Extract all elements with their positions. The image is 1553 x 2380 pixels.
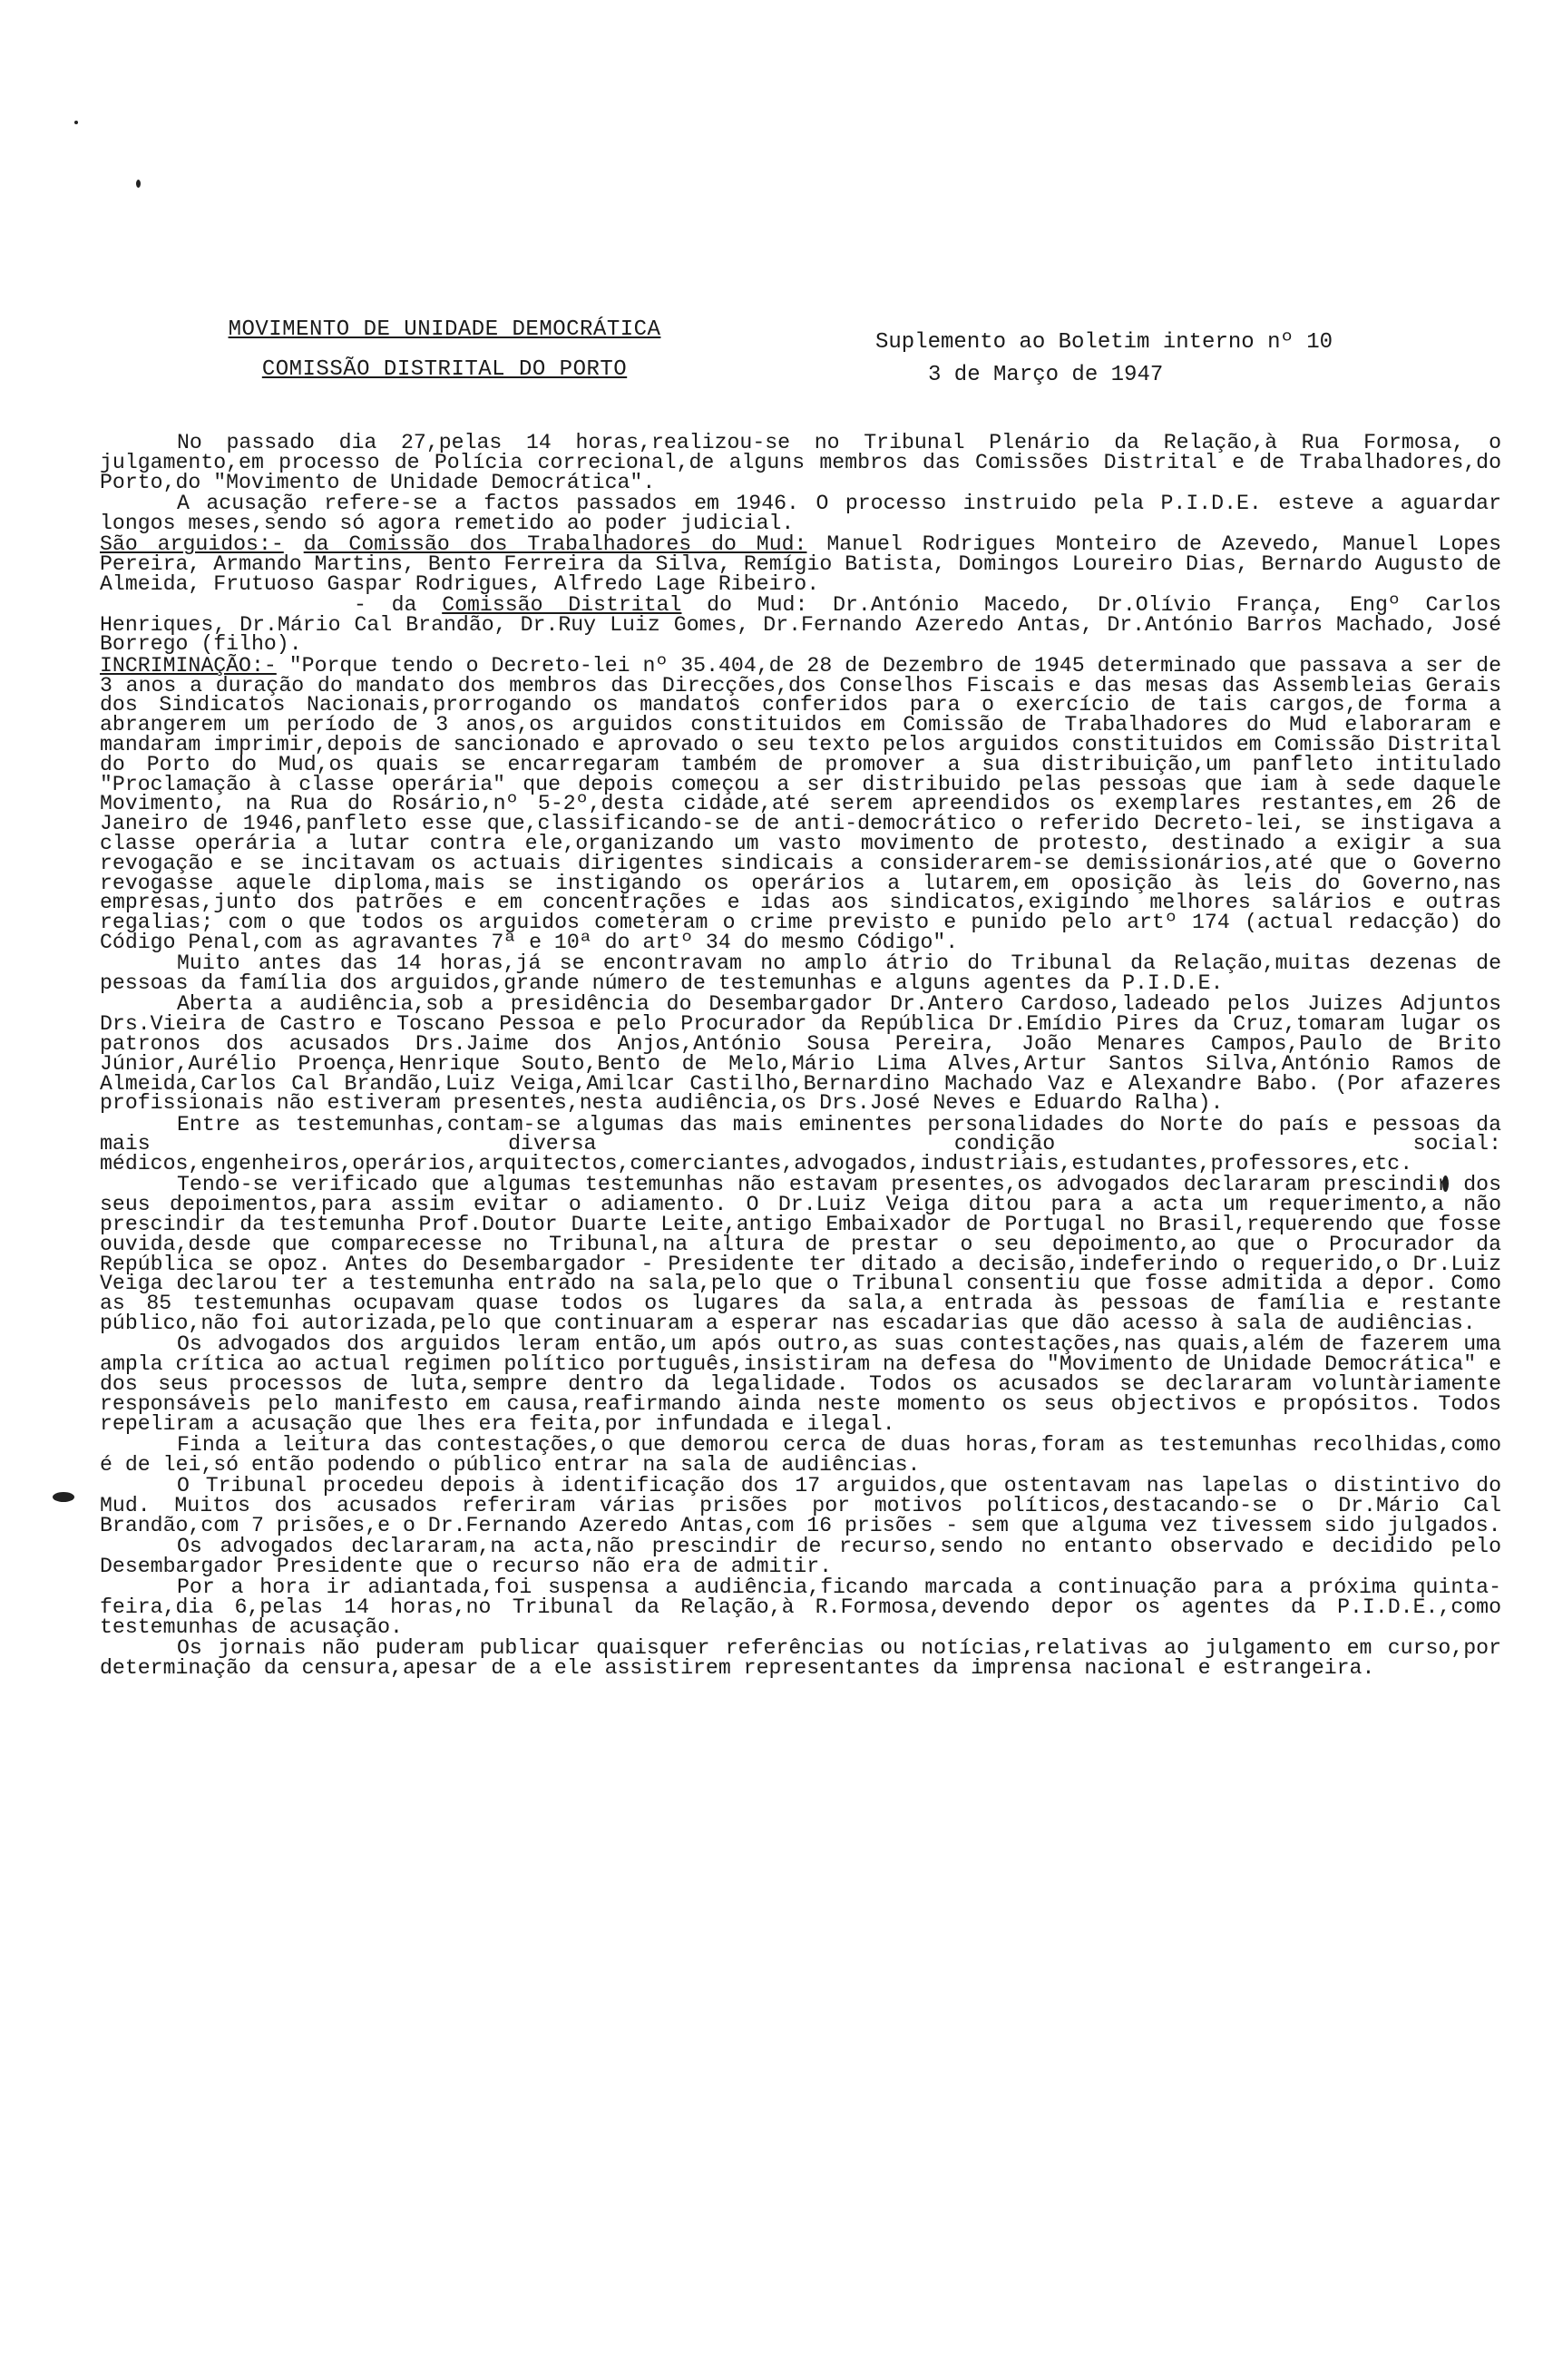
defendants-label: São arguidos:- <box>100 532 284 556</box>
paragraph-defendants-workers <box>100 532 1501 596</box>
district-defendants-list: do Mud: Dr.António Macedo, Dr.Olívio França, Engº Carlos Henriques, Dr.Mário Cal Brandão, Dr.Ruy Luiz Gomes, Dr.Fernando Azeredo Antas, Dr.António Barros Machado, José Borrego (filho). <box>100 592 1501 657</box>
workers-commission-label: da Comissão dos Trabalhadores do Mud: <box>303 532 807 556</box>
workers-defendants-list: Manuel Rodrigues Monteiro de Azevedo, Manuel Lopes Pereira, Armando Martins, Bento Ferreira da Silva, Remígio Batista, Domingos Loureiro Dias, Bernardo Augusto de Almeida, Frutuoso Gaspar Rodrigues, Alfredo Lage Ribeiro. <box>100 532 1501 596</box>
organization-name: MOVIMENTO DE UNIDADE DEMOCRÁTICA <box>228 317 661 342</box>
ink-speck <box>74 121 78 124</box>
organization-header <box>209 310 680 390</box>
paragraph-audience: Aberta a audiência,sob a presidência do Desembargador Dr.Antero Cardoso,ladeado pelos Juizes Adjuntos Drs.Vieira de Castro e Toscano Pessoa e pelo Procurador da República Dr.Emídio Pires da Cruz,tomaram lugar os patronos dos acusados Drs.Jaime dos Anjos,António Sousa Pereira, João Menares Campos,Paulo de Brito Júnior,Aurélio Proença,Henrique Souto,Bento de Melo,Mário Lima Alves,Artur Santos Silva,António Ramos de Almeida,Carlos Cal Brandão,Luiz Veiga,Amilcar Castilho,Bernardino Machado Vaz e Alexandre Babo. (Por afazeres profissionais não estiveram presentes,nesta audiência,os Drs.José Neves e Eduardo Ralha). <box>100 992 1501 1116</box>
paragraph-contestations: Os advogados dos arguidos leram então,um após outro,as suas contestações,nas quais,além de fazerem uma ampla crítica ao actual regimen político português,insistiram na defesa do "Movimento de Unidade Democrática" e dos seus processos de luta,sempre dentro da legalidade. Todos os acusados se declararam voluntàriamente responsáveis pelo manifesto em causa,reafirmando ainda neste momento os seus objectivos e propósitos. Todos repeliram a acusação que lhes era feita,por infundada e ilegal. <box>100 1332 1501 1436</box>
paragraph-hearing: No passado dia 27,pelas 14 horas,realizou-se no Tribunal Plenário da Relação,à Rua Formosa, o julgamento,em processo de Polícia correcional,de alguns membros das Comissões Distrital e de Trabalhadores,do Porto,do "Movimento de Unidade Democrática". <box>100 431 1501 494</box>
paragraph-suspension: Por a hora ir adiantada,foi suspensa a audiência,ficando marcada a continuação para a próxima quinta-feira,dia 6,pelas 14 horas,no Tribunal da Relação,à R.Formosa,devendo depor os agentes da P.I.D.E.,como testemunhas de acusação. <box>100 1575 1501 1639</box>
paragraph-reading-end: Finda a leitura das contestações,o que demorou cerca de duas horas,foram as testemunhas recolhidas,como é de lei,só então podendo o público entrar na sala de audiências. <box>100 1432 1501 1477</box>
paragraph-identification: O Tribunal procedeu depois à identificação dos 17 arguidos,que ostentavam nas lapelas o distintivo do Mud. Muitos dos acusados referiram várias prisões por motivos políticos,destacando-se o Dr.Mário Cal Brandão,com 7 prisões,e o Dr.Fernando Azeredo Antas,com 16 prisões - sem que alguma vez tivessem sido julgados. <box>100 1473 1501 1537</box>
district-commission-label: Comissão Distrital <box>442 592 682 617</box>
paragraph-atrium: Muito antes das 14 horas,já se encontravam no amplo átrio do Tribunal da Relação,muitas dezenas de pessoas da família dos arguidos,grande número de testemunhas e alguns agentes da P.I.D.E. <box>100 951 1501 996</box>
ink-speck <box>53 1492 74 1502</box>
paragraph-defendants-district: - da Comissão Distrital do Mud: Dr.António Macedo, Dr.Olívio França, Engº Carlos Henriques, Dr.Mário Cal Brandão, Dr.Ruy Luiz Gomes, Dr.Fernando Azeredo Antas, Dr.António Barros Machado, José Borrego (filho). <box>100 592 1501 657</box>
paragraph-testimonies: Tendo-se verificado que algumas testemunhas não estavam presentes,os advogados declararam prescindir dos seus depoimentos,para assim evitar o adiamento. O Dr.Luiz Veiga ditou para a acta um requerimento,a não prescindir da testemunha Prof.Doutor Duarte Leite,antigo Embaixador de Portugal no Brasil,requerendo que fosse ouvida,desde que comparecesse no Tribunal,na altura de prestar o seu depoimento,ao que o Procurador da República se opoz. Antes do Desembargador - Presidente ter ditado a decisão,indeferindo o requerido,o Dr.Luiz Veiga declarou ter a testemunha entrado na sala,pelo que o Tribunal consentiu que fosse admitida a depor. Como as 85 testemunhas ocupavam quase todos os lugares da sala,a entrada às pessoas de família e restante público,não foi autorizada,pelo que continuaram a esperar nas escadarias que dão acesso à sala de audiências. <box>100 1173 1501 1336</box>
commission-name: COMISSÃO DISTRITAL DO PORTO <box>261 357 628 382</box>
ink-speck <box>136 180 141 188</box>
paragraph-censorship: Os jornais não puderam publicar quaisquer referências ou notícias,relativas ao julgamento em curso,por determinação da censura,apesar de a ele assistirem representantes da imprensa nacional e estrangeira. <box>100 1635 1501 1680</box>
supplement-header <box>875 327 1420 392</box>
incrimination-label: INCRIMINAÇÃO:- <box>100 653 277 678</box>
incrimination-text: "Porque tendo o Decreto-lei nº 35.404,de 28 de Dezembro de 1945 determinado que passava a ser de 3 anos a duração do mandato dos membros das Direcções,dos Conselhos Fiscais e das mesas das Assembleias Gerais dos Sindicatos Nacionais,prorrogando os mandatos conferidos para o exercício de tais cargos,de forma a abrangerem um período de 3 anos,os arguidos constituidos em Comissão de Trabalhadores do Mud elaboraram e mandaram imprimir,depois de sancionado e aprovado o seu texto pelos arguidos constituidos em Comissão Distrital do Porto do Mud,os quais se encarregaram também de promover a sua distribuição,um panfleto intitulado "Proclamação à classe operária" que depois começou a ser distribuido pelas pessoas que iam à sede daquele Movimento, na Rua do Rosário,nº 5-2º,desta cidade,até serem apreendidos os exemplares restantes,em 26 de Janeiro de 1946,panfleto esse que,classificando-se de anti-democrático o referido Decreto-lei, se instigava a classe operária a lutar contra ele,organizando um vasto movimento de protesto, destinado a exigir a sua revogação e se incitavam os actuais dirigentes sindicais a considerarem-se demissionários,até que o Governo revogasse aquele diploma,mais se instigando os operários a lutarem,em oposição às leis do Governo,nas empresas,junto dos patrões e em concentrações e idas aos sindicatos,exigindo melhores salários e outras regalias; com o que todos os arguidos cometeram o crime previsto e punido pelo artº 174 (actual redacção) do Código Penal,com as agravantes 7ª e 10ª do artº 34 do mesmo Código". <box>100 653 1501 954</box>
paragraph-witnesses: Entre as testemunhas,contam-se algumas das mais eminentes personalidades do Norte do país e pessoas da mais diversa condição social: médicos,engenheiros,operários,arquitectos,comerciantes,advogados,industriais,estudantes,professores,etc. <box>100 1112 1501 1176</box>
paragraph-accusation: A acusação refere-se a factos passados em 1946. O processo instruido pela P.I.D.E. esteve a aguardar longos meses,sendo só agora remetido ao poder judicial. <box>100 491 1501 535</box>
document-date: 3 de Março de 1947 <box>928 363 1164 387</box>
paragraph-incrimination <box>100 653 1501 954</box>
document-body <box>100 431 1501 1680</box>
paragraph-appeal: Os advogados declararam,na acta,não prescindir de recurso,sendo no entanto observado e decidido pelo Desembargador Presidente que o recurso não era de admitir. <box>100 1534 1501 1578</box>
supplement-title: Suplemento ao Boletim interno nº 10 <box>875 330 1333 355</box>
